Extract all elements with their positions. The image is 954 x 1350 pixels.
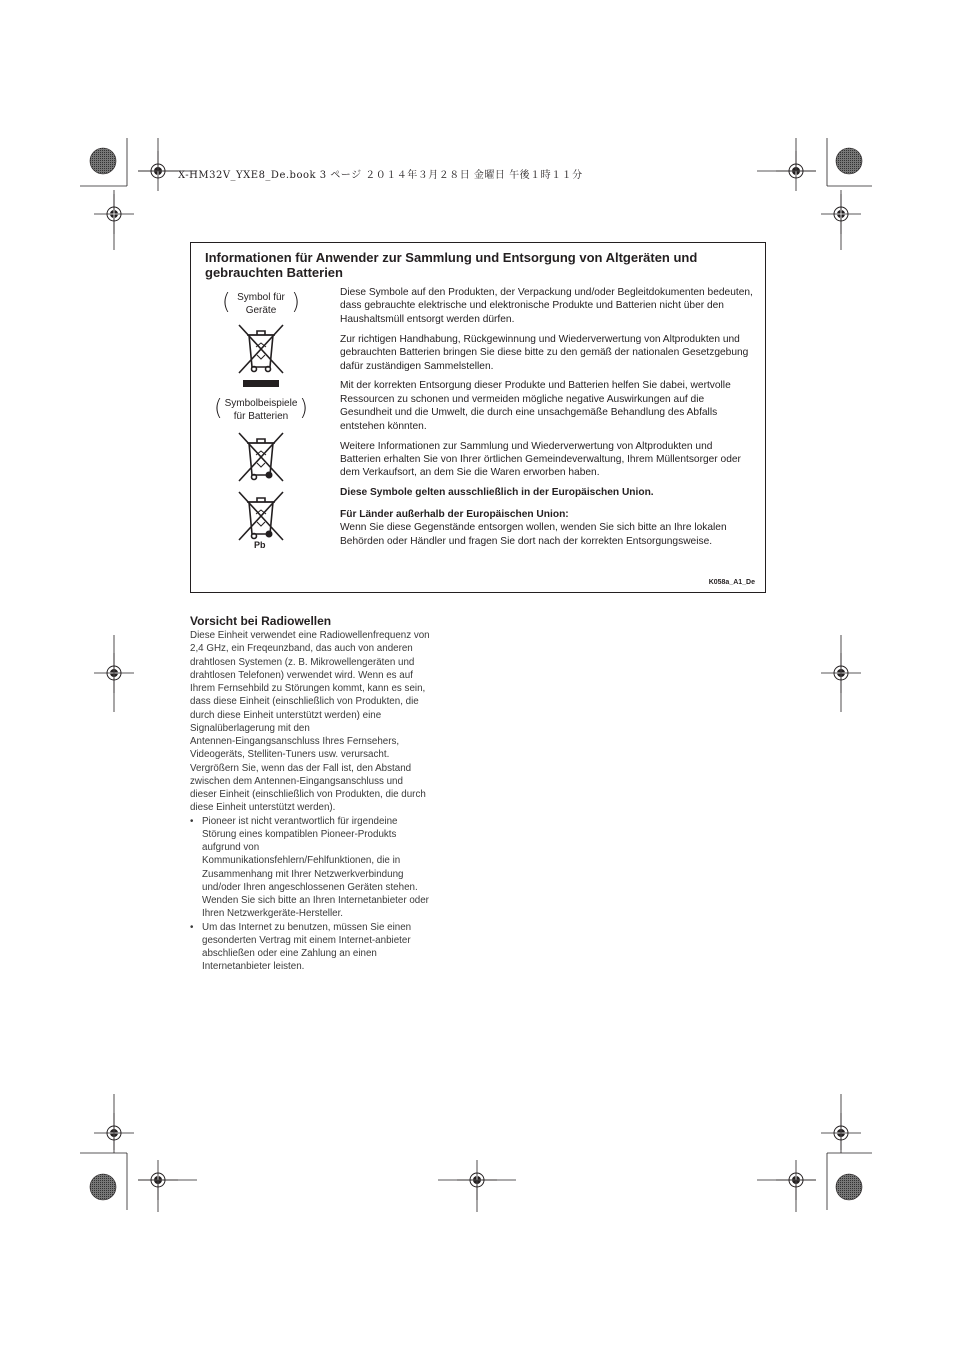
crossed-bin-icon — [237, 323, 285, 387]
text-line: 2,4 GHz, ein Freqeunzband, das auch von anderen — [190, 643, 413, 655]
device-symbol-label: ( Symbol für Geräte ) — [222, 290, 300, 316]
color-target-icon — [90, 148, 116, 174]
text-line: Diese Einheit verwendet eine Radiowellenfrequenz von — [190, 630, 430, 641]
text-line: drahtlosen Telefonen) verwendet wird. Wenn es auf — [190, 669, 413, 681]
crossed-bin-pb-icon — [237, 490, 285, 542]
section-title: Vorsicht bei Radiowellen — [190, 614, 332, 628]
non-eu-text: Wenn Sie diese Gegenstände entsorgen wollen, wenden Sie sich bitte an Ihre lokalen Behörden oder Händler und fragen Sie dort nach der korrekten Entsorgungsweise. — [340, 522, 727, 547]
pb-label: Pb — [254, 540, 266, 550]
text-line: diese Einheit unterstützt werden). — [190, 802, 336, 814]
color-target-icon — [836, 1174, 862, 1200]
text-line: Vergrößern Sie, wenn das der Fall ist, den Abstand — [190, 762, 412, 774]
bullet-icon: • — [190, 921, 194, 933]
weee-info-box — [190, 242, 766, 593]
text-line: Videogeräts, Stelliten-Tuners usw. verursacht. — [190, 749, 390, 761]
text-line: durch diese Einheit unterstützt werden) eine — [190, 709, 382, 721]
eu-only-note: Diese Symbole gelten ausschließlich in der Europäischen Union. — [340, 487, 654, 499]
box-paragraph: Mit der korrekten Entsorgung dieser Produkte und Batterien helfen Sie dabei, wertvolle Ressourcen zu schonen und vermeiden mögliche negative Auswirkungen auf die Gesundheit und die Umwelt, die durch eine unsachgemäße Behandlung des Abfalls entstehen könnten. — [340, 380, 731, 432]
text-line: zwischen dem Antennen-Eingangsanschluss und — [190, 775, 403, 787]
box-paragraph: Weitere Informationen zur Sammlung und Wiederverwertung von Altprodukten und Batterien erhalten Sie von Ihrer örtlichen Gemeindeverwaltung, Ihrem Müllentsorger oder dem Verkaufsort, an dem Sie die Waren erworben haben. — [340, 440, 741, 479]
box-paragraph: Diese Symbole auf den Produkten, der Verpackung und/oder Begleitdokumenten bedeuten, dass gebrauchte elektrische und elektronische Produkte und Batterien nicht über den Haushaltsmüll entsorgt werden dürfen. — [340, 287, 753, 325]
print-header: X-HM32V_YXE8_De.book 3 ページ ２０１４年３月２８日 金曜日 午後１時１１分 — [178, 170, 583, 181]
box-text — [340, 286, 756, 548]
bullet-icon: • — [190, 815, 194, 827]
color-target-icon — [836, 148, 862, 174]
battery-symbol-label: ( Symbolbeispiele für Batterien ) — [214, 396, 308, 422]
color-target-icon — [90, 1174, 116, 1200]
radio-body — [190, 629, 458, 974]
crossed-bin-battery-icon — [237, 431, 285, 483]
non-eu-heading: Für Länder außerhalb der Europäischen Union: — [340, 508, 569, 520]
bullet-item: • Um das Internet zu benutzen, müssen Sie einen gesonderten Vertrag mit einem Internet-anbieter abschließen oder eine Zahlung an einen Internetanbieter leisten. — [190, 921, 412, 973]
text-line: Signalüberlagerung mit den — [190, 722, 310, 734]
text-line: dass diese Einheit (einschließlich von Produkten, die — [190, 696, 419, 708]
reference-code: K058a_A1_De — [708, 579, 755, 586]
box-title: Informationen für Anwender zur Sammlung und Entsorgung von Altgeräten und gebrauchten Batterien — [205, 250, 698, 280]
text-line: dieser Einheit (einschließlich von Produkten, die durch — [190, 789, 426, 800]
text-line: Antennen-Eingangsanschluss Ihres Fernsehers, — [190, 736, 400, 747]
box-paragraph: Zur richtigen Handhabung, Rückgewinnung und Wiederverwertung von Altprodukten und gebrauchten Batterien bringen Sie diese bitte zu den gemäß der nationalen Gesetzgebung dafür zuständigen Sammelstellen. — [340, 333, 749, 372]
text-line: drahtlosen Systemen (z. B. Mikrowellengeräten und — [190, 656, 415, 668]
non-eu-block — [340, 508, 756, 548]
text-line: Ihrem Fernsehbild zu Störungen kommt, kann es sein, — [190, 683, 426, 694]
bullet-item: • Pioneer ist nicht verantwortlich für irgendeine Störung eines kompatiblen Pioneer-Produkts aufgrund von Kommunikationsfehlern/Fehlfunktionen, die in Zusammenhang mit Ihrer Netzwerkverbindung und/oder Ihren angeschlossenen Geräten stehen. Wenden Sie sich bitte an Ihren Internetanbieter oder Ihren Netzwerkgeräte-Hersteller. — [190, 815, 429, 920]
